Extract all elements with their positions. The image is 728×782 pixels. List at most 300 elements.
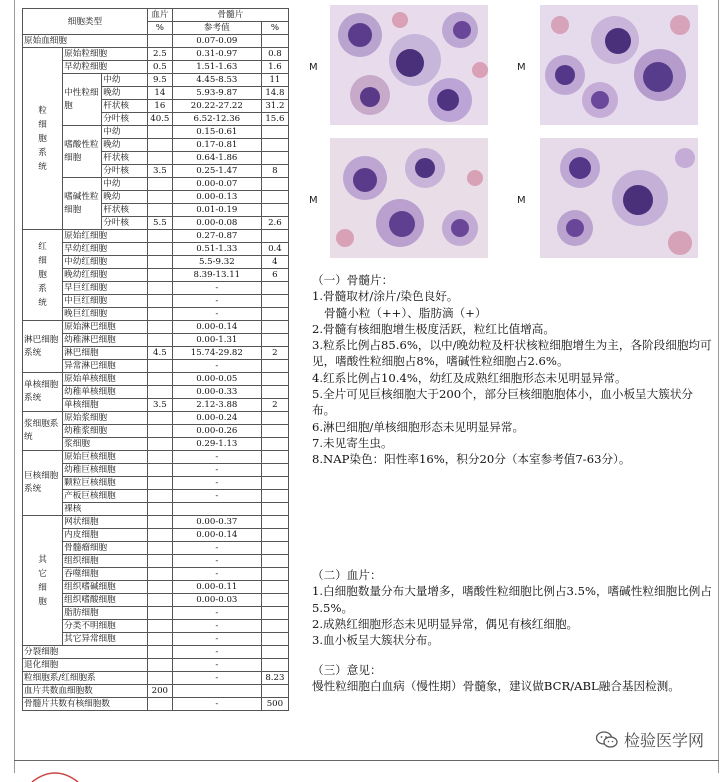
row-cell-reference: 15.74-29.82 — [172, 347, 261, 360]
row-cell-reference: 0.31-0.97 — [172, 48, 261, 61]
table-row — [23, 230, 289, 243]
row-cell-blood — [147, 620, 172, 633]
row-cell-blood — [147, 295, 172, 308]
table-row — [23, 243, 289, 256]
row-cell-name: 原始淋巴细胞 — [63, 321, 148, 334]
row-cell-blood: 16 — [147, 100, 172, 113]
table-row — [23, 503, 289, 516]
row-cell-blood — [147, 438, 172, 451]
group-label-mega: 巨核细胞系统 — [23, 451, 63, 516]
blood-item-1: 1.白细胞数量分布大量增多，嗜酸性粒细胞比例占3.5%，嗜碱性粒细胞比例占5.5%。 — [312, 584, 712, 615]
header-marrow-pct: % — [261, 22, 288, 35]
row-cell-name: 分类不明细胞 — [63, 620, 148, 633]
vertical-group-text: 粒细胞系统 — [38, 105, 47, 172]
header-blood: 血片 — [147, 9, 172, 22]
micro-label-1: M — [309, 62, 318, 73]
row-cell-marrow — [261, 152, 288, 165]
row-cell-name: 血片共数血细胞数 — [23, 685, 148, 698]
marrow-smear-image-1 — [330, 5, 488, 125]
table-row — [23, 646, 289, 659]
table-row — [23, 282, 289, 295]
row-cell-reference: 4.45-8.53 — [172, 74, 261, 87]
table-row — [23, 516, 289, 529]
row-cell-blood — [147, 672, 172, 685]
row-cell-reference: 0.00-0.11 — [172, 581, 261, 594]
row-cell-marrow — [261, 308, 288, 321]
row-cell-name: 杆状核 — [102, 100, 148, 113]
row-cell-blood — [147, 152, 172, 165]
row-cell-reference: 0.07-0.09 — [172, 35, 261, 48]
row-cell-blood: 14 — [147, 87, 172, 100]
row-cell-marrow — [261, 477, 288, 490]
row-cell-blood — [147, 386, 172, 399]
row-cell-blood — [147, 256, 172, 269]
row-cell-name: 杆状核 — [102, 152, 148, 165]
row-cell-reference — [172, 503, 261, 516]
row-cell-name: 幼稚单核细胞 — [63, 386, 148, 399]
row-cell-marrow — [261, 321, 288, 334]
row-cell-blood — [147, 698, 172, 711]
row-cell-name: 中幼 — [102, 74, 148, 87]
row-cell-name: 颗粒巨核细胞 — [63, 477, 148, 490]
row-cell-reference: 2.12-3.88 — [172, 399, 261, 412]
row-cell-reference: 0.00-0.03 — [172, 594, 261, 607]
row-cell-reference: 8.39-13.11 — [172, 269, 261, 282]
row-cell-blood — [147, 555, 172, 568]
row-cell-marrow — [261, 685, 288, 698]
row-cell-blood — [147, 204, 172, 217]
row-cell-blood: 5.5 — [147, 217, 172, 230]
row-cell-marrow: 500 — [261, 698, 288, 711]
opinion-title: （三）意见： — [312, 663, 382, 677]
row-cell-marrow — [261, 646, 288, 659]
micro-label-4: M — [517, 195, 526, 206]
row-cell-name: 吞噬细胞 — [63, 568, 148, 581]
row-cell-name: 晚幼 — [102, 191, 148, 204]
table-row — [23, 347, 289, 360]
blood-item-3: 3.血小板呈大簇状分布。 — [312, 633, 439, 648]
row-cell-blood — [147, 503, 172, 516]
header-marrow: 骨髓片 — [172, 9, 288, 22]
row-cell-marrow: 8.23 — [261, 672, 288, 685]
row-cell-blood — [147, 568, 172, 581]
row-cell-name: 异常淋巴细胞 — [63, 360, 148, 373]
row-cell-blood — [147, 308, 172, 321]
table-row — [23, 35, 289, 48]
row-cell-marrow — [261, 516, 288, 529]
row-cell-reference: 0.01-0.19 — [172, 204, 261, 217]
row-cell-reference: - — [172, 646, 261, 659]
row-cell-blood — [147, 126, 172, 139]
vertical-group-text: 其它细胞 — [38, 554, 47, 607]
row-cell-blood — [147, 633, 172, 646]
row-cell-blood — [147, 646, 172, 659]
header-row-1 — [23, 9, 289, 22]
row-cell-reference: 0.25-1.47 — [172, 165, 261, 178]
row-cell-reference: - — [172, 490, 261, 503]
page-border-left — [14, 0, 15, 773]
group-label-other — [23, 516, 63, 646]
row-cell-name: 中幼红细胞 — [63, 256, 148, 269]
micro-label-2: M — [517, 62, 526, 73]
row-cell-blood: 2.5 — [147, 48, 172, 61]
row-cell-marrow — [261, 282, 288, 295]
header-reference: 参考值 — [172, 22, 261, 35]
row-cell-reference: 0.00-1.31 — [172, 334, 261, 347]
table-row — [23, 529, 289, 542]
bottom-rule — [14, 760, 719, 761]
row-cell-marrow — [261, 529, 288, 542]
row-cell-marrow — [261, 360, 288, 373]
row-cell-name: 骨髓瘤细胞 — [63, 542, 148, 555]
row-cell-name: 骨髓片共数有核细胞数 — [23, 698, 148, 711]
row-cell-name: 退化细胞 — [23, 659, 148, 672]
marrow-item-5: 5.全片可见巨核细胞大于200个，部分巨核细胞胞体小，血小板呈大簇状分布。 — [312, 387, 694, 418]
marrow-item-7: 7.未见寄生虫。 — [312, 435, 393, 450]
table-row — [23, 698, 289, 711]
row-cell-marrow — [261, 568, 288, 581]
row-cell-reference: - — [172, 698, 261, 711]
row-cell-blood: 3.5 — [147, 399, 172, 412]
row-cell-reference: - — [172, 672, 261, 685]
bone-marrow-report-table — [22, 8, 289, 711]
row-cell-reference: - — [172, 308, 261, 321]
row-cell-name: 原始粒细胞 — [63, 48, 148, 61]
marrow-findings — [312, 272, 712, 468]
row-cell-blood: 3.5 — [147, 165, 172, 178]
row-cell-reference: 0.00-0.24 — [172, 412, 261, 425]
table-row — [23, 61, 289, 74]
group-label-mono: 单核细胞系统 — [23, 373, 63, 412]
row-cell-marrow — [261, 412, 288, 425]
row-cell-name: 原始巨核细胞 — [63, 451, 148, 464]
row-cell-blood — [147, 477, 172, 490]
row-cell-name: 原始浆细胞 — [63, 412, 148, 425]
row-cell-blood: 0.5 — [147, 61, 172, 74]
table-row — [23, 48, 289, 61]
wechat-icon — [596, 731, 618, 749]
row-cell-marrow: 14.8 — [261, 87, 288, 100]
row-cell-reference: 0.00-0.08 — [172, 217, 261, 230]
row-cell-blood — [147, 490, 172, 503]
row-cell-marrow — [261, 594, 288, 607]
table-row — [23, 412, 289, 425]
row-cell-reference: 0.00-0.37 — [172, 516, 261, 529]
row-cell-name: 幼稚浆细胞 — [63, 425, 148, 438]
row-cell-marrow — [261, 607, 288, 620]
row-cell-blood — [147, 360, 172, 373]
row-cell-name: 原始血细胞 — [23, 35, 148, 48]
marrow-smear-image-4 — [540, 138, 698, 258]
table-row — [23, 620, 289, 633]
row-cell-blood — [147, 425, 172, 438]
blood-item-2: 2.成熟红细胞形态未见明显异常，偶见有核红细胞。 — [312, 616, 579, 631]
row-cell-blood — [147, 191, 172, 204]
row-cell-blood — [147, 464, 172, 477]
row-cell-reference: - — [172, 633, 261, 646]
row-cell-name: 组织嗜碱细胞 — [63, 581, 148, 594]
marrow-smear-image-2 — [540, 5, 698, 125]
row-cell-marrow: 31.2 — [261, 100, 288, 113]
table-row — [23, 321, 289, 334]
row-cell-name: 晚幼红细胞 — [63, 269, 148, 282]
blood-findings — [312, 567, 712, 648]
header-cell-type: 细胞类型 — [23, 9, 148, 35]
row-cell-reference: - — [172, 659, 261, 672]
row-cell-reference — [172, 685, 261, 698]
row-cell-blood: 200 — [147, 685, 172, 698]
row-cell-marrow — [261, 425, 288, 438]
row-cell-reference: - — [172, 295, 261, 308]
subgroup-label-neutrophil: 中性粒细胞 — [63, 74, 102, 126]
table-row — [23, 373, 289, 386]
row-cell-marrow — [261, 139, 288, 152]
row-cell-reference: - — [172, 555, 261, 568]
micro-label-3: M — [309, 195, 318, 206]
table-row — [23, 685, 289, 698]
row-cell-name: 组织细胞 — [63, 555, 148, 568]
table-row — [23, 399, 289, 412]
marrow-smear-image-3 — [330, 138, 488, 258]
row-cell-blood — [147, 529, 172, 542]
opinion — [312, 662, 712, 695]
header-blood-pct: % — [147, 22, 172, 35]
marrow-item-1: 1.骨髓取材/涂片/染色良好。 — [312, 289, 459, 304]
row-cell-marrow — [261, 490, 288, 503]
group-label-plasma: 浆细胞系统 — [23, 412, 63, 451]
row-cell-name: 幼稚巨核细胞 — [63, 464, 148, 477]
row-cell-reference: 0.15-0.61 — [172, 126, 261, 139]
subgroup-label-eosinophil: 嗜酸性粒细胞 — [63, 126, 102, 178]
row-cell-name: 脂肪细胞 — [63, 607, 148, 620]
row-cell-reference: 0.00-0.05 — [172, 373, 261, 386]
row-cell-name: 晚巨红细胞 — [63, 308, 148, 321]
table-row — [23, 126, 289, 139]
table-row — [23, 269, 289, 282]
marrow-item-3: 3.粒系比例占85.6%，以中/晚幼粒及杆状核粒细胞增生为主，各阶段细胞均可见，嗜酸性粒细胞占8%，嗜碱性粒细胞占2.6%。 — [312, 338, 712, 369]
row-cell-reference: 0.00-0.07 — [172, 178, 261, 191]
row-cell-marrow: 11 — [261, 74, 288, 87]
row-cell-name: 原始单核细胞 — [63, 373, 148, 386]
row-cell-name: 幼稚淋巴细胞 — [63, 334, 148, 347]
table-row — [23, 386, 289, 399]
row-cell-name: 分叶核 — [102, 165, 148, 178]
row-cell-name: 早巨红细胞 — [63, 282, 148, 295]
row-cell-marrow — [261, 373, 288, 386]
row-cell-blood — [147, 334, 172, 347]
row-cell-marrow — [261, 503, 288, 516]
row-cell-reference: 1.51-1.63 — [172, 61, 261, 74]
group-label-erythroid — [23, 230, 63, 321]
page-border-right — [718, 0, 719, 773]
row-cell-reference: - — [172, 542, 261, 555]
row-cell-reference: 5.93-9.87 — [172, 87, 261, 100]
row-cell-marrow: 4 — [261, 256, 288, 269]
row-cell-blood — [147, 451, 172, 464]
row-cell-reference: 0.00-0.33 — [172, 386, 261, 399]
row-cell-marrow — [261, 555, 288, 568]
row-cell-blood — [147, 139, 172, 152]
vertical-group-text: 红细胞系统 — [38, 242, 47, 308]
row-cell-reference: - — [172, 477, 261, 490]
row-cell-blood — [147, 542, 172, 555]
table-row — [23, 633, 289, 646]
row-cell-marrow — [261, 581, 288, 594]
row-cell-blood — [147, 659, 172, 672]
row-cell-marrow: 2 — [261, 399, 288, 412]
row-cell-blood — [147, 516, 172, 529]
row-cell-name: 分叶核 — [102, 217, 148, 230]
table-row — [23, 672, 289, 685]
row-cell-blood — [147, 269, 172, 282]
row-cell-marrow: 6 — [261, 269, 288, 282]
row-cell-name: 中幼 — [102, 178, 148, 191]
row-cell-marrow — [261, 178, 288, 191]
row-cell-name: 单核细胞 — [63, 399, 148, 412]
table-row — [23, 607, 289, 620]
row-cell-marrow — [261, 386, 288, 399]
row-cell-marrow — [261, 542, 288, 555]
row-cell-marrow: 2.6 — [261, 217, 288, 230]
group-label-lymph: 淋巴细胞系统 — [23, 321, 63, 373]
row-cell-marrow — [261, 35, 288, 48]
stamp-arc — [30, 762, 80, 782]
row-cell-marrow: 0.8 — [261, 48, 288, 61]
table-row — [23, 581, 289, 594]
row-cell-blood — [147, 282, 172, 295]
row-cell-reference: 0.00-0.14 — [172, 321, 261, 334]
row-cell-name: 早幼红细胞 — [63, 243, 148, 256]
row-cell-blood — [147, 178, 172, 191]
table-row — [23, 451, 289, 464]
row-cell-blood — [147, 35, 172, 48]
table-row — [23, 425, 289, 438]
table-row — [23, 477, 289, 490]
table-row — [23, 555, 289, 568]
row-cell-blood — [147, 321, 172, 334]
table-row — [23, 464, 289, 477]
row-cell-blood — [147, 412, 172, 425]
row-cell-reference: 0.27-0.87 — [172, 230, 261, 243]
marrow-item-4: 4.红系比例占10.4%，幼红及成熟红细胞形态未见明显异常。 — [312, 370, 627, 385]
row-cell-name: 内皮细胞 — [63, 529, 148, 542]
row-cell-reference: - — [172, 568, 261, 581]
row-cell-reference: - — [172, 464, 261, 477]
table-row — [23, 308, 289, 321]
row-cell-marrow: 15.6 — [261, 113, 288, 126]
row-cell-blood — [147, 243, 172, 256]
row-cell-marrow: 1.6 — [261, 61, 288, 74]
row-cell-reference: 0.00-0.13 — [172, 191, 261, 204]
row-cell-blood — [147, 594, 172, 607]
marrow-item-1b: 骨髓小粒（++）、脂肪滴（+） — [324, 305, 487, 320]
row-cell-name: 晚幼 — [102, 87, 148, 100]
row-cell-reference: 6.52-12.36 — [172, 113, 261, 126]
row-cell-reference: - — [172, 607, 261, 620]
table-row — [23, 256, 289, 269]
row-cell-name: 网状细胞 — [63, 516, 148, 529]
row-cell-marrow — [261, 334, 288, 347]
row-cell-name: 晚幼 — [102, 139, 148, 152]
table-row — [23, 334, 289, 347]
table-row — [23, 490, 289, 503]
row-cell-marrow — [261, 438, 288, 451]
row-cell-reference: - — [172, 451, 261, 464]
row-cell-name: 中幼 — [102, 126, 148, 139]
row-cell-marrow — [261, 191, 288, 204]
row-cell-reference: - — [172, 360, 261, 373]
row-cell-marrow: 8 — [261, 165, 288, 178]
row-cell-blood — [147, 373, 172, 386]
row-cell-name: 产板巨核细胞 — [63, 490, 148, 503]
row-cell-marrow — [261, 633, 288, 646]
row-cell-marrow — [261, 126, 288, 139]
row-cell-blood: 40.5 — [147, 113, 172, 126]
row-cell-reference: 20.22-27.22 — [172, 100, 261, 113]
row-cell-blood — [147, 581, 172, 594]
row-cell-reference: - — [172, 282, 261, 295]
marrow-title: （一）骨髓片： — [312, 273, 394, 287]
row-cell-reference: 0.00-0.14 — [172, 529, 261, 542]
row-cell-blood — [147, 230, 172, 243]
row-cell-name: 原始红细胞 — [63, 230, 148, 243]
marrow-item-8: 8.NAP染色：阳性率16%，积分20分（本室参考值7-63分）。 — [312, 452, 631, 467]
marrow-item-6: 6.淋巴细胞/单核细胞形态未见明显异常。 — [312, 419, 525, 434]
row-cell-reference: 0.00-0.26 — [172, 425, 261, 438]
row-cell-reference: 5.5-9.32 — [172, 256, 261, 269]
row-cell-marrow — [261, 295, 288, 308]
row-cell-blood: 9.5 — [147, 74, 172, 87]
row-cell-name: 早幼粒细胞 — [63, 61, 148, 74]
marrow-item-2: 2.骨髓有核细胞增生极度活跃，粒红比值增高。 — [312, 321, 555, 336]
group-label-granulocyte — [23, 48, 63, 230]
watermark — [596, 728, 704, 751]
opinion-text: 慢性粒细胞白血病（慢性期）骨髓象，建议做BCR/ABL融合基因检测。 — [312, 679, 680, 694]
row-cell-marrow: 0.4 — [261, 243, 288, 256]
row-cell-name: 分叶核 — [102, 113, 148, 126]
blood-title: （二）血片： — [312, 568, 382, 582]
row-cell-marrow — [261, 451, 288, 464]
table-row — [23, 568, 289, 581]
row-cell-marrow: 2 — [261, 347, 288, 360]
table-row — [23, 438, 289, 451]
row-cell-name: 淋巴细胞 — [63, 347, 148, 360]
row-cell-marrow — [261, 464, 288, 477]
row-cell-marrow — [261, 659, 288, 672]
table-row — [23, 360, 289, 373]
row-cell-name: 裸核 — [63, 503, 148, 516]
table-row — [23, 74, 289, 87]
table-row — [23, 178, 289, 191]
table-row — [23, 594, 289, 607]
row-cell-reference: - — [172, 620, 261, 633]
row-cell-reference: 0.29-1.13 — [172, 438, 261, 451]
subgroup-label-basophil: 嗜碱性粒细胞 — [63, 178, 102, 230]
row-cell-name: 杆状核 — [102, 204, 148, 217]
row-cell-reference: 0.51-1.33 — [172, 243, 261, 256]
table-row — [23, 659, 289, 672]
watermark-text: 检验医学网 — [623, 731, 704, 750]
row-cell-name: 组织嗜酸细胞 — [63, 594, 148, 607]
row-cell-marrow — [261, 620, 288, 633]
row-cell-reference: 0.17-0.81 — [172, 139, 261, 152]
row-cell-marrow — [261, 230, 288, 243]
row-cell-name: 粒细胞系/红细胞系 — [23, 672, 148, 685]
row-cell-name: 其它异常细胞 — [63, 633, 148, 646]
row-cell-marrow — [261, 204, 288, 217]
row-cell-reference: 0.64-1.86 — [172, 152, 261, 165]
table-row — [23, 542, 289, 555]
